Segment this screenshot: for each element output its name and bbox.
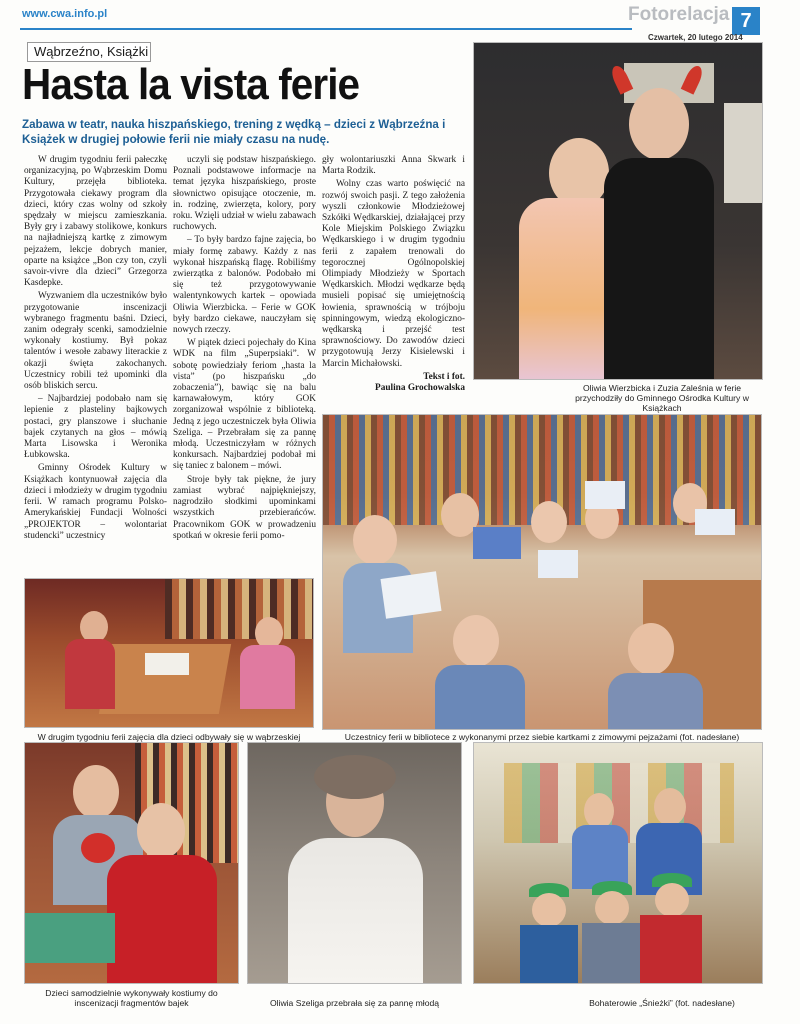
sheet-of-paper xyxy=(145,653,189,675)
child-face xyxy=(73,765,119,819)
bookshelf xyxy=(165,579,314,639)
section-title: Fotorelacja xyxy=(628,4,730,25)
child xyxy=(435,665,525,730)
issue-date: Czwartek, 20 lutego 2014 xyxy=(648,33,743,42)
photo-library-group xyxy=(322,414,762,730)
credit-label: Tekst i fot. xyxy=(423,371,465,382)
caption-photo-4: Dzieci samodzielnie wykonywały kostiumy do inscenizacji fragmentów bajek xyxy=(45,988,218,1008)
article-kicker: Wąbrzeźno, Książki xyxy=(27,42,151,62)
black-outfit xyxy=(604,158,714,380)
wall-poster xyxy=(724,103,763,203)
child xyxy=(582,923,642,984)
article-column-1 xyxy=(24,155,167,573)
child-face xyxy=(628,623,674,675)
angry-bird-print xyxy=(81,833,115,863)
child-face xyxy=(654,788,686,826)
winter-card xyxy=(585,481,625,509)
child xyxy=(608,673,703,730)
caption-photo-3: W drugim tygodniu ferii zajęcia dla dzieci odbywały się w wąbrzeskiej xyxy=(37,732,301,742)
site-url: www.cwa.info.pl xyxy=(22,8,108,20)
child-face xyxy=(353,515,397,565)
photo-snow-white-heroes xyxy=(473,742,763,984)
article-title: Hasta la vista ferie xyxy=(22,60,360,109)
photo-library-tables xyxy=(24,578,314,728)
photo-costume-making xyxy=(24,742,239,984)
article-column-2 xyxy=(173,155,316,573)
child-face xyxy=(655,883,689,917)
paragraph: Stroje były tak piękne, że jury zamiast wybrać najpiękniejszy, nagrodziło słodkimi upominkami wszystkich przebierańców. Pracownikom GOK w prowadzeniu spotkań w okresie ferii pomo- xyxy=(173,474,316,541)
child xyxy=(65,639,115,709)
page-number-badge: 7 xyxy=(732,7,760,35)
child-face xyxy=(595,891,629,925)
paragraph: Gminny Ośrodek Kultury w Książkach kontynuował zajęcia dla dzieci i młodzieży w drugim tygodniu ferii. W ramach programu Polsko-Amerykańskiej Fundacji Wolności „PROJEKTOR – wolontariat studencki” uczestnicy xyxy=(24,463,167,541)
child xyxy=(240,645,295,709)
paragraph: gły wolontariuszki Anna Skwark i Marta Rodzik. xyxy=(322,155,465,177)
winter-card xyxy=(538,550,578,578)
winter-card xyxy=(695,509,735,535)
paragraph: W piątek dzieci pojechały do Kina WDK na film „Superpsiaki”. W sobotę powiedziały feriom „hasta la vista” (po hiszpańsku „do zobaczenia”), bawiąc się na balu karnawałowym, który GOK zorganizował wspólnie z biblioteką. Jedną z jego uczestniczek była Oliwia Szeliga. – Przebrałam się za pannę młodą. Uczestniczyłam w różnych konkursach. Najbardziej podobał mi się taniec z balonem – mówi. xyxy=(173,338,316,472)
caption-photo-2: Uczestnicy ferii w bibliotece z wykonanymi przez siebie kartkami z zimowymi pejzażami (fot. nadesłane) xyxy=(344,732,740,742)
child xyxy=(572,825,628,889)
photo-bride-costume xyxy=(247,742,462,984)
girl-hair xyxy=(314,755,396,799)
photo-costumed-girls xyxy=(473,42,763,380)
white-dress xyxy=(288,838,423,984)
caption-photo-5: Oliwia Szeliga przebrała się za pannę młodą xyxy=(269,998,440,1008)
child-face xyxy=(137,803,185,859)
article-lead: Zabawa w teatr, nauka hiszpańskiego, trening z wędką – dzieci z Wąbrzeźna i Książek w drugiej połowie ferii nie miały czasu na nudę. xyxy=(22,118,446,146)
child-red-shirt xyxy=(107,855,217,984)
child-face xyxy=(584,793,614,829)
header-rule xyxy=(20,28,632,30)
child xyxy=(640,915,702,984)
child xyxy=(520,925,578,984)
paragraph: Wyzwaniem dla uczestników było przygotowanie inscenizacji wybranego fragmentu baśni. Dzieci, zanim odegrały scenki, samodzielnie wykonały kostiumy. Był pokaz talentów i wesołe zabawy literackie z okazji święta zakochanych. Uczestnicy robili też upominki dla osób bliskich sercu. xyxy=(24,291,167,392)
article-column-3 xyxy=(322,155,465,395)
caption-photo-6: Bohaterowie „Śnieżki” (fot. nadesłane) xyxy=(589,998,735,1008)
paragraph: Wolny czas warto poświęcić na rozwój swoich pasji. Z tego założenia wyszli członkowie Młodzieżowej Szkółki Wędkarskiej, działającej przy Kole Miejskim Polskiego Związku Wędkarskiego i w drugim tygodniu ferii z zapałem trenowali do tegorocznej Ogólnopolskiej Olimpiady Młodzieży w Sportach Wędkarskich. Młodzi wędkarze będą musieli popisać się umiejętnością łowienia, sprawnością w trójboju spinningowym, wiedzą ekologiczno-wędkarską i przejść test sprawnościowy. Do zawodów dzieci przygotowują Jerzy Kisielewski i Marcin Michałowski. xyxy=(322,179,465,369)
credit-author: Paulina Grochowalska xyxy=(375,383,465,394)
winter-card xyxy=(380,571,441,618)
caption-photo-1: Oliwia Wierzbicka i Zuzia Zaleśnia w ferie przychodziły do Gminnego Ośrodka Kultury w Książkach xyxy=(575,383,749,413)
child-face xyxy=(453,615,499,667)
paragraph: – To były bardzo fajne zajęcia, bo miały formę zabawy. Każdy z nas wykonał hiszpańską flagę. Robiliśmy zwierzątka z balonów. Podobało mi się też przygotowywanie walentynkowych kartek – opowiada Oliwia Wierzbicka. – Ferie w GOK były bardzo ciekawe, nauczyłam się nowych rzeczy. xyxy=(173,235,316,336)
article-credit xyxy=(322,372,465,394)
green-fabric xyxy=(25,913,115,963)
girl-face xyxy=(629,88,689,160)
winter-card xyxy=(473,527,521,559)
paragraph: – Najbardziej podobało nam się lepienie z plasteliny bajkowych postaci, gry planszowe i słuchanie bajek czytanych na głos – mówią Marta Lisowska i Weronika Łubkowska. xyxy=(24,394,167,461)
paragraph: W drugim tygodniu ferii pałeczkę organizacyjną, po Wąbrzeskim Domu Kultury, przejęła biblioteka. Przygotowała ciekawy program dla dzieci, który czas wolny od szkoły spędzały w miejscu zamieszkania. Były gry i zabawy stolikowe, konkurs na najładniejszą kartkę z zimowym pejzażem, lekcje dobrych manier, oparte na książce „Bon czy ton, czyli savoir-vivre dla dzieci” Grzegorza Kasdepke. xyxy=(24,155,167,289)
child-face xyxy=(531,501,567,543)
paragraph: uczyli się podstaw hiszpańskiego. Poznali podstawowe informacje na temat języka hiszpańskiego, proste słownictwo opisujące otoczenie, m. in. rodzinę, zwierzęta, kolory, pory roku. Wzięli udział w wielu zabawach ruchowych. xyxy=(173,155,316,233)
child-face xyxy=(532,893,566,927)
